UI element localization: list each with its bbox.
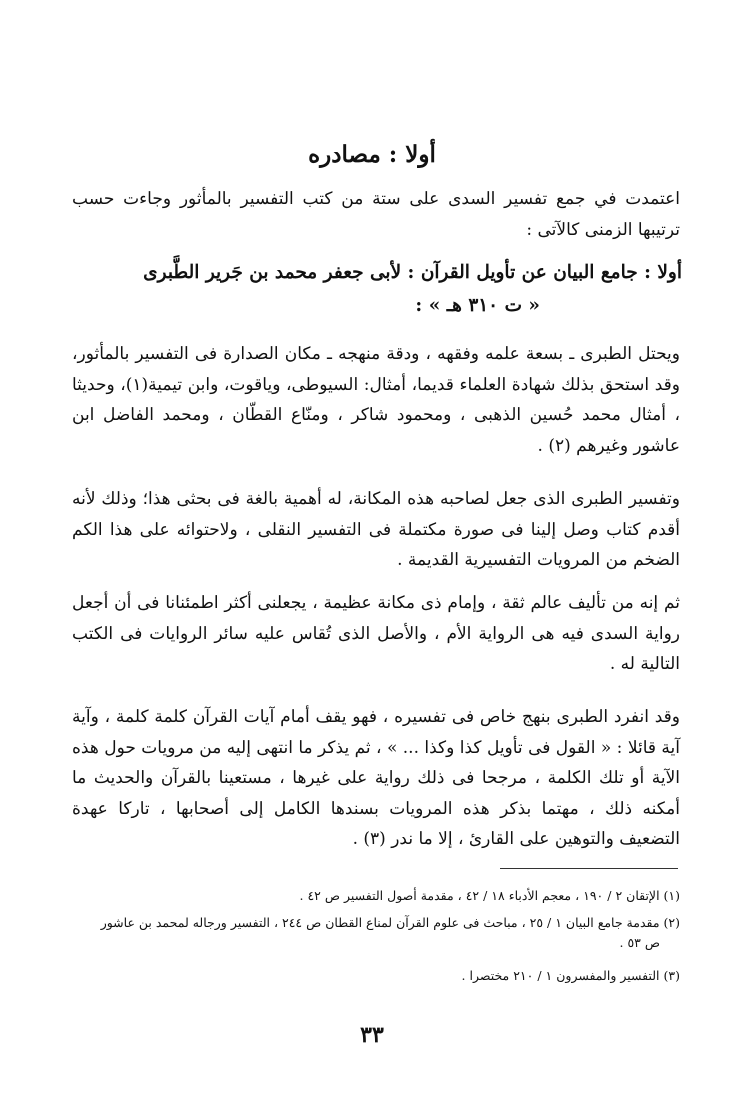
section-title: أولا : مصادره	[308, 141, 436, 168]
page-number: ٣٣	[360, 1022, 384, 1048]
footnote-2-line2: ص ٥٣ .	[619, 935, 660, 950]
body-paragraph-3: ثم إنه من تأليف عالم ثقة ، وإمام ذى مكانة عظيمة ، يجعلنى أكثر اطمئنانا فى أن أجعل رواية السدى فيه هى الرواية الأم ، والأصل الذى تُقاس عليه سائر الروايات فى الكتب التالية له .	[72, 593, 680, 674]
intro-paragraph: اعتمدت في جمع تفسير السدى على ستة من كتب التفسير بالمأثور وجاءت حسب ترتيبها الزمنى كالآتى :	[72, 189, 680, 240]
body-paragraph-1: ويحتل الطبرى ـ بسعة علمه وفقهه ، ودقة منهجه ـ مكان الصدارة فى التفسير بالمأثور، وقد استحق بذلك شهادة العلماء قديما، أمثال: السيوطى، وياقوت، وابن تيمية(١)، وحديثا ، أمثال محمد حُسين الذهبى ، ومحمود شاكر ، ومنّاع القطّان ، ومحمد الفاضل ابن عاشور وغيرهم (٢) .	[72, 344, 680, 456]
body-paragraph-2: وتفسير الطبرى الذى جعل لصاحبه هذه المكانة، له أهمية بالغة فى بحثى هذا؛ وذلك لأنه أقدم كتاب وصل إلينا فى صورة مكتملة فى التفسير النقلى ، ولاحتوائه على هذا الكم الضخم من المرويات التفسيرية القديمة .	[72, 489, 680, 570]
source-heading-line1: أولا : جامع البيان عن تأويل القرآن : لأبى جعفر محمد بن جَرير الطَّبرى	[143, 262, 682, 283]
body-paragraph-4: وقد انفرد الطبرى بنهج خاص فى تفسيره ، فهو يقف أمام آيات القرآن كلمة كلمة ، وآية آية قائلا : « القول فى تأويل كذا وكذا ... » ، ثم يذكر ما انتهى إليه من مرويات حول هذه الآية أو تلك الكلمة ، مرجحا فى ذلك رواية على غيرها ، مستعينا بالقرآن والحديث ما أمكنه ذلك ، مهتما بذكر هذه المرويات بسندها الكامل إلى أصحابها ، تاركا عهدة التضعيف والتوهين على القارئ ، إلا ما ندر (٣) .	[72, 707, 680, 849]
source-heading	[72, 256, 682, 322]
source-heading-line2: « ت ٣١٠ هـ » :	[415, 295, 540, 316]
footnote-2-line1: (٢) مقدمة جامع البيان ١ / ٢٥ ، مباحث فى علوم القرآن لمناع القطان ص ٢٤٤ ، التفسير ورجاله لمحمد بن عاشور	[100, 915, 680, 930]
footnote-2	[72, 913, 680, 953]
footnote-1: (١) الإتقان ٢ / ١٩٠ ، معجم الأدباء ١٨ / ٤٢ ، مقدمة أصول التفسير ص ٤٢ .	[299, 888, 680, 903]
footnote-separator	[500, 868, 678, 869]
footnote-3: (٣) التفسير والمفسرون ١ / ٢١٠ مختصرا .	[461, 968, 680, 983]
